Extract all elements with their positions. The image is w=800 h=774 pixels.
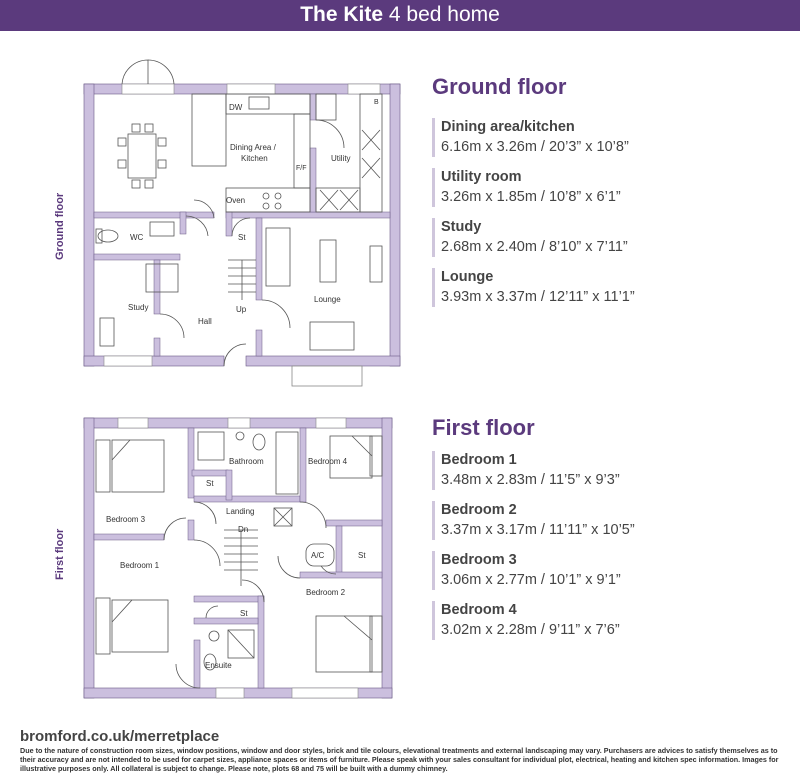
- room-item: [432, 268, 635, 307]
- room-name: Utility room: [441, 169, 522, 185]
- room-name: Bedroom 3: [441, 552, 517, 568]
- boiler-label: B: [374, 99, 379, 106]
- first-floor-side-label: First floor: [54, 528, 66, 580]
- study-label: Study: [128, 303, 149, 312]
- first-st-label-3: St: [240, 609, 248, 618]
- first-floor-plan: [0, 400, 420, 710]
- room-name: Study: [441, 219, 482, 235]
- room-dims: 3.06m x 2.77m / 10’1” x 9’1”: [441, 572, 621, 588]
- house-subtitle: 4 bed home: [388, 3, 500, 26]
- bedroom2-label: Bedroom 2: [306, 588, 346, 597]
- bedroom4-label: Bedroom 4: [308, 457, 348, 466]
- room-name: Lounge: [441, 269, 494, 285]
- room-dims: 3.37m x 3.17m / 11’11” x 10’5”: [441, 522, 635, 538]
- bathroom-label: Bathroom: [229, 457, 264, 466]
- room-item: [432, 218, 635, 257]
- oven-label: Oven: [226, 196, 246, 205]
- dining-label-2: Kitchen: [241, 154, 268, 163]
- first-room-list: [432, 451, 635, 651]
- room-dims: 2.68m x 2.40m / 8’10” x 7’11”: [441, 239, 628, 255]
- room-dims: 3.26m x 1.85m / 10’8” x 6’1”: [441, 189, 621, 205]
- ground-room-list: [432, 118, 635, 318]
- room-dims: 3.02m x 2.28m / 9’11” x 7’6”: [441, 622, 620, 638]
- first-st-label-1: St: [206, 479, 214, 488]
- first-st-label-2: St: [358, 551, 366, 560]
- room-item: [432, 118, 635, 157]
- room-item: [432, 501, 635, 540]
- room-name: Bedroom 4: [441, 602, 517, 618]
- ac-label: A/C: [311, 551, 325, 560]
- wc-label: WC: [130, 233, 144, 242]
- up-label: Up: [236, 305, 247, 314]
- lounge-label: Lounge: [314, 295, 341, 304]
- landing-label: Landing: [226, 507, 255, 516]
- bedroom1-label: Bedroom 1: [120, 561, 160, 570]
- room-dims: 3.48m x 2.83m / 11’5” x 9’3”: [441, 472, 620, 488]
- room-dims: 3.93m x 3.37m / 12’11” x 11’1”: [441, 289, 635, 305]
- room-item: [432, 601, 635, 640]
- room-name: Bedroom 2: [441, 502, 517, 518]
- dw-label: DW: [229, 103, 243, 112]
- first-floor-title: First floor: [432, 415, 535, 440]
- utility-label: Utility: [331, 154, 351, 163]
- room-item: [432, 551, 635, 590]
- ground-st-label: St: [238, 233, 246, 242]
- ground-floor-side-label: Ground floor: [54, 192, 66, 260]
- dn-label: Dn: [238, 525, 249, 534]
- house-name: The Kite: [300, 3, 384, 26]
- ff-label: F/F: [296, 165, 307, 172]
- footer-url[interactable]: bromford.co.uk/merretplace: [20, 728, 220, 745]
- ensuite-label: Ensuite: [205, 661, 232, 670]
- room-dims: 6.16m x 3.26m / 20’3” x 10’8”: [441, 139, 629, 155]
- ground-floor-plan: [0, 0, 420, 400]
- disclaimer-text: Due to the nature of construction room sizes, window positions, window and door styles, brick and tile colours, elevational treatments and external landscaping may vary. Purchasers are advices to satisfy themselves as to their accuracy and are not intended to be used for carpet sizes, appliance spaces or items of furniture. Please speak with your sales consultant for individual plot, electrical, heating and kitchen spec information. Images for illustrative purposes only. All collateral is subject to change. Please note, plots 68 and 75 will be built with a dummy chimney.: [20, 746, 779, 773]
- hall-label: Hall: [198, 317, 212, 326]
- bedroom3-label: Bedroom 3: [106, 515, 146, 524]
- dining-label-1: Dining Area /: [230, 143, 276, 152]
- room-item: [432, 168, 635, 207]
- room-name: Dining area/kitchen: [441, 119, 575, 135]
- room-item: [432, 451, 635, 490]
- room-name: Bedroom 1: [441, 452, 517, 468]
- ground-floor-title: Ground floor: [432, 74, 567, 99]
